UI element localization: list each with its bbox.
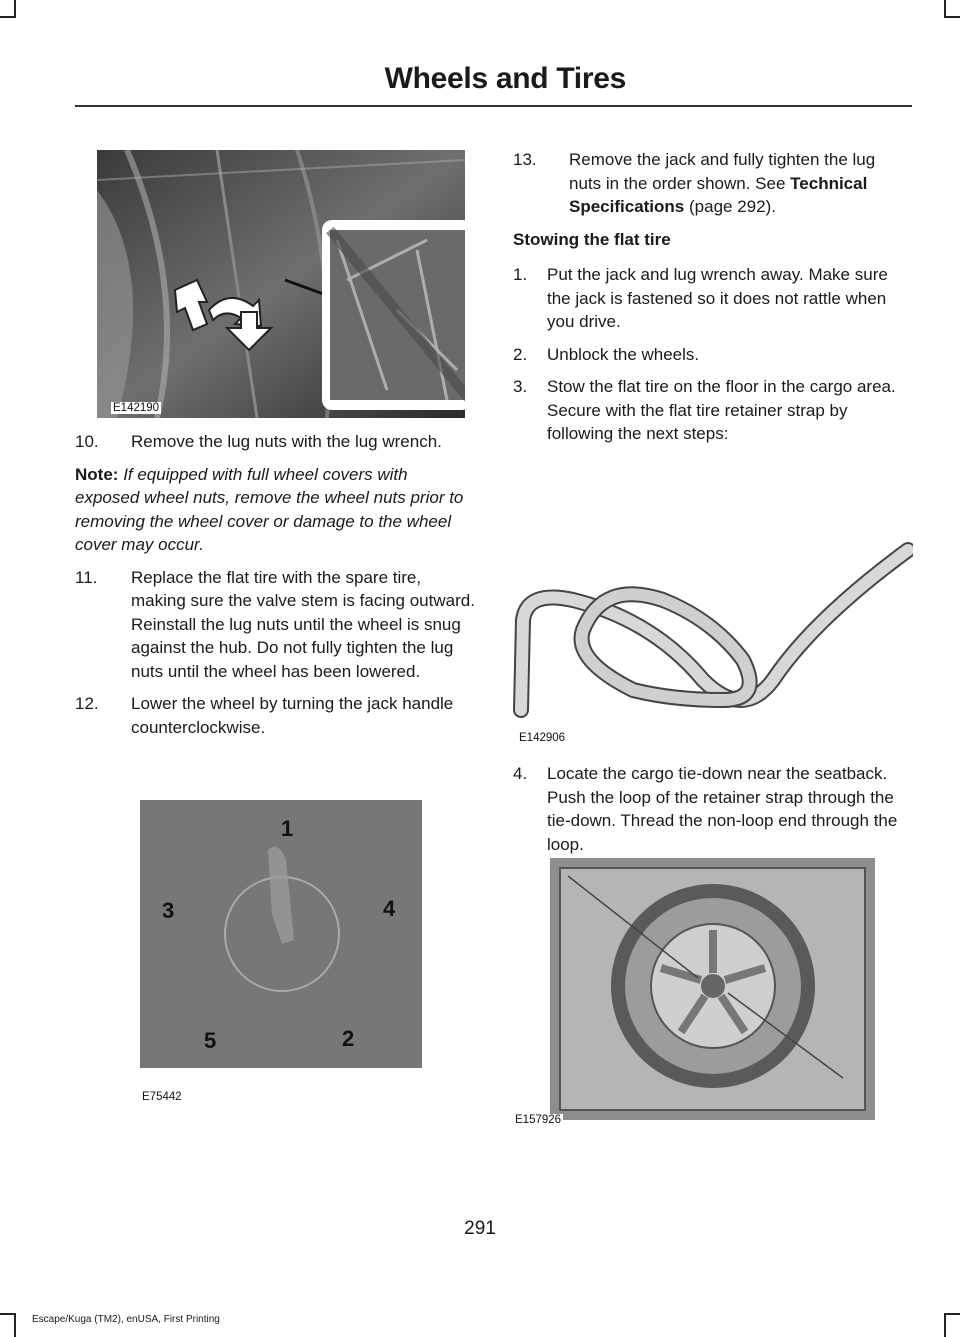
right-column-upper [513, 148, 911, 455]
lug-label-2: 2 [342, 1026, 355, 1051]
section-heading: Stowing the flat tire [513, 229, 671, 249]
title-rule [75, 105, 912, 107]
lug-nut-illustration [97, 150, 465, 418]
spare-tire-illustration [513, 858, 878, 1122]
step-4 [513, 762, 911, 856]
step-text: Remove the lug nuts with the lug wrench. [131, 432, 442, 451]
step-number: 3. [513, 377, 528, 396]
step-13 [513, 148, 911, 219]
figure-code: E142906 [519, 732, 566, 744]
crop-mark [0, 16, 16, 18]
page-number: 291 [464, 1218, 496, 1239]
figure-code: E157926 [515, 1114, 562, 1126]
cross-reference-link[interactable]: Technical Specifications [569, 173, 868, 216]
page-reference: (page 292). [689, 197, 776, 216]
left-column [75, 430, 475, 748]
figure-tighten-order [140, 800, 425, 1105]
step-text: Unblock the wheels. [547, 344, 700, 364]
step-text: Replace the flat tire with the spare tire, making sure the valve stem is facing outward. Reinstall the lug nuts until the wheel is snug against the hub. Do not fully tighten the lug nuts until the wheel has been lowered. [131, 567, 475, 681]
crop-mark [944, 1315, 946, 1337]
step-text: Stow the flat tire on the floor in the cargo area. Secure with the flat tire retainer strap by following the next steps: [547, 377, 896, 443]
note-label: Note: [75, 464, 119, 484]
step-number: 2. [513, 344, 528, 364]
step-text: Lower the wheel by turning the jack handle counterclockwise. [131, 694, 454, 737]
figure-retainer-strap [513, 530, 913, 750]
step-3 [513, 375, 911, 446]
figure-lug-nut-removal [97, 150, 465, 418]
step-number: 4. [513, 764, 528, 783]
crop-mark [14, 1315, 16, 1337]
right-column-lower [513, 762, 911, 865]
step-text: Remove the jack and fully tighten the lug nuts in the order shown. See [569, 150, 876, 193]
crop-mark [944, 16, 960, 18]
note-text: If equipped with full wheel covers with exposed wheel nuts, remove the wheel nuts prior to removing the wheel cover or damage to the wheel cover may occur. [75, 464, 464, 554]
figure-spare-tire [513, 858, 878, 1130]
step-number: 11. [75, 567, 98, 587]
step-10 [75, 430, 475, 454]
step-2 [513, 343, 911, 367]
step-number: 13. [513, 150, 537, 169]
note [75, 463, 475, 557]
crop-mark [944, 0, 946, 16]
figure-code: E142190 [113, 402, 160, 414]
step-1 [513, 263, 911, 334]
lug-label-1: 1 [281, 816, 294, 841]
footer-edition: Escape/Kuga (TM2), enUSA, First Printing [32, 1314, 220, 1325]
step-number: 1. [513, 265, 528, 284]
strap-illustration [513, 530, 913, 730]
crop-mark [0, 1313, 16, 1315]
step-number: 12. [75, 694, 99, 713]
step-text: Locate the cargo tie-down near the seatback. Push the loop of the retainer strap through the tie-down. Thread the non-loop end through the loop. [547, 764, 898, 854]
step-12 [75, 692, 475, 739]
lug-label-5: 5 [204, 1028, 217, 1053]
lug-label-4: 4 [383, 896, 396, 921]
step-text: Put the jack and lug wrench away. Make sure the jack is fastened so it does not rattle when you drive. [547, 265, 888, 331]
lug-label-3: 3 [162, 898, 175, 923]
figure-code: E75442 [142, 1091, 182, 1103]
step-11 [75, 566, 475, 684]
crop-mark [14, 0, 16, 16]
page-title: Wheels and Tires [384, 62, 626, 95]
lug-pattern-diagram [140, 800, 425, 1068]
step-number: 10. [75, 432, 99, 451]
crop-mark [944, 1313, 960, 1315]
